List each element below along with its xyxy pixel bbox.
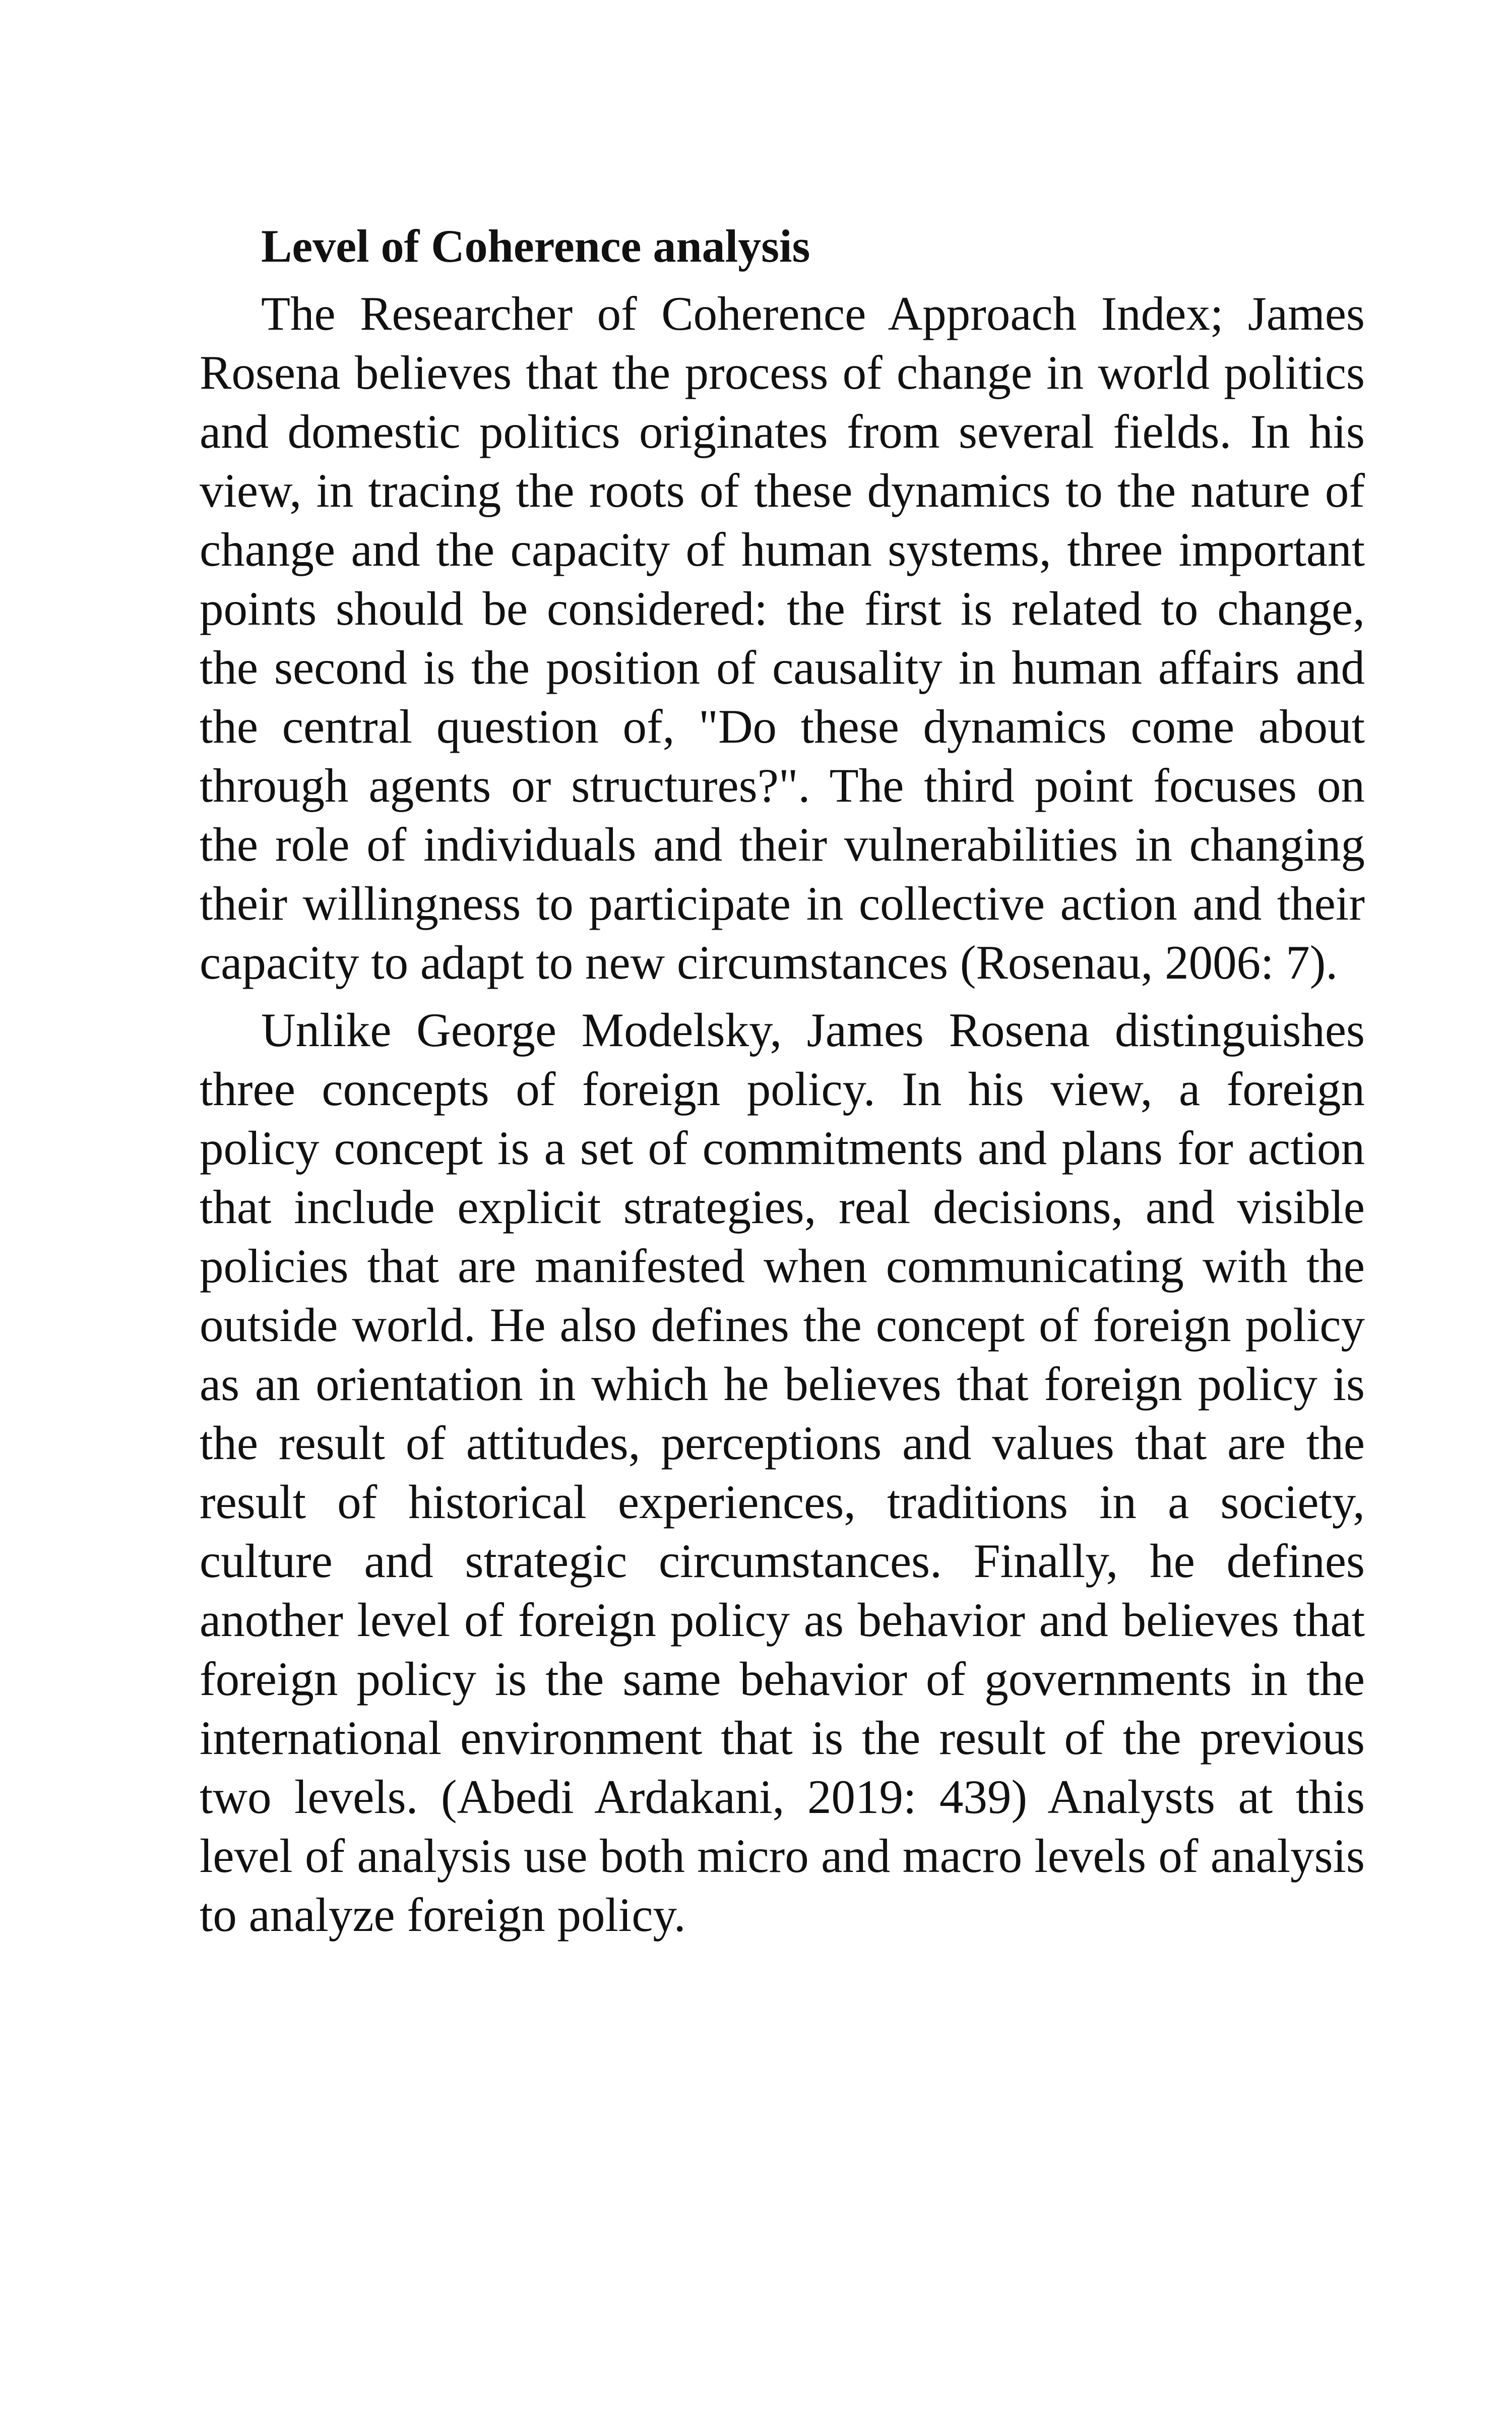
paragraph-2: Unlike George Modelsky, James Rosena distinguishes three concepts of foreign policy. In his view, a foreign policy concept is a set of commitments and plans for action that include explicit strategies, real decisions, and visible policies that are manifested when communicating with the outside world. He also defines the concept of foreign policy as an orientation in which he believes that foreign policy is the result of attitudes, perceptions and values that are the result of historical experiences, traditions in a society, culture and strategic circumstances. Finally, he defines another level of foreign policy as behavior and believes that foreign policy is the same behavior of governments in the international environment that is the result of the previous two levels. (Abedi Ardakani, 2019: 439) Analysts at this level of analysis use both micro and macro levels of analysis to analyze foreign policy.: [200, 1003, 1365, 1942]
section-heading: Level of Coherence analysis: [261, 220, 810, 272]
paragraph-1: The Researcher of Coherence Approach Index; James Rosena believes that the process of change in world politics and domestic politics originates from several fields. In his view, in tracing the roots of these dynamics to the nature of change and the capacity of human systems, three important points should be considered: the first is related to change, the second is the position of causality in human affairs and the central question of, "Do these dynamics come about through agents or structures?". The third point focuses on the role of individuals and their vulnerabilities in changing their willingness to participate in collective action and their capacity to adapt to new circumstances (Rosenau, 2006: 7).: [200, 287, 1365, 989]
text-body: [200, 217, 1365, 1945]
